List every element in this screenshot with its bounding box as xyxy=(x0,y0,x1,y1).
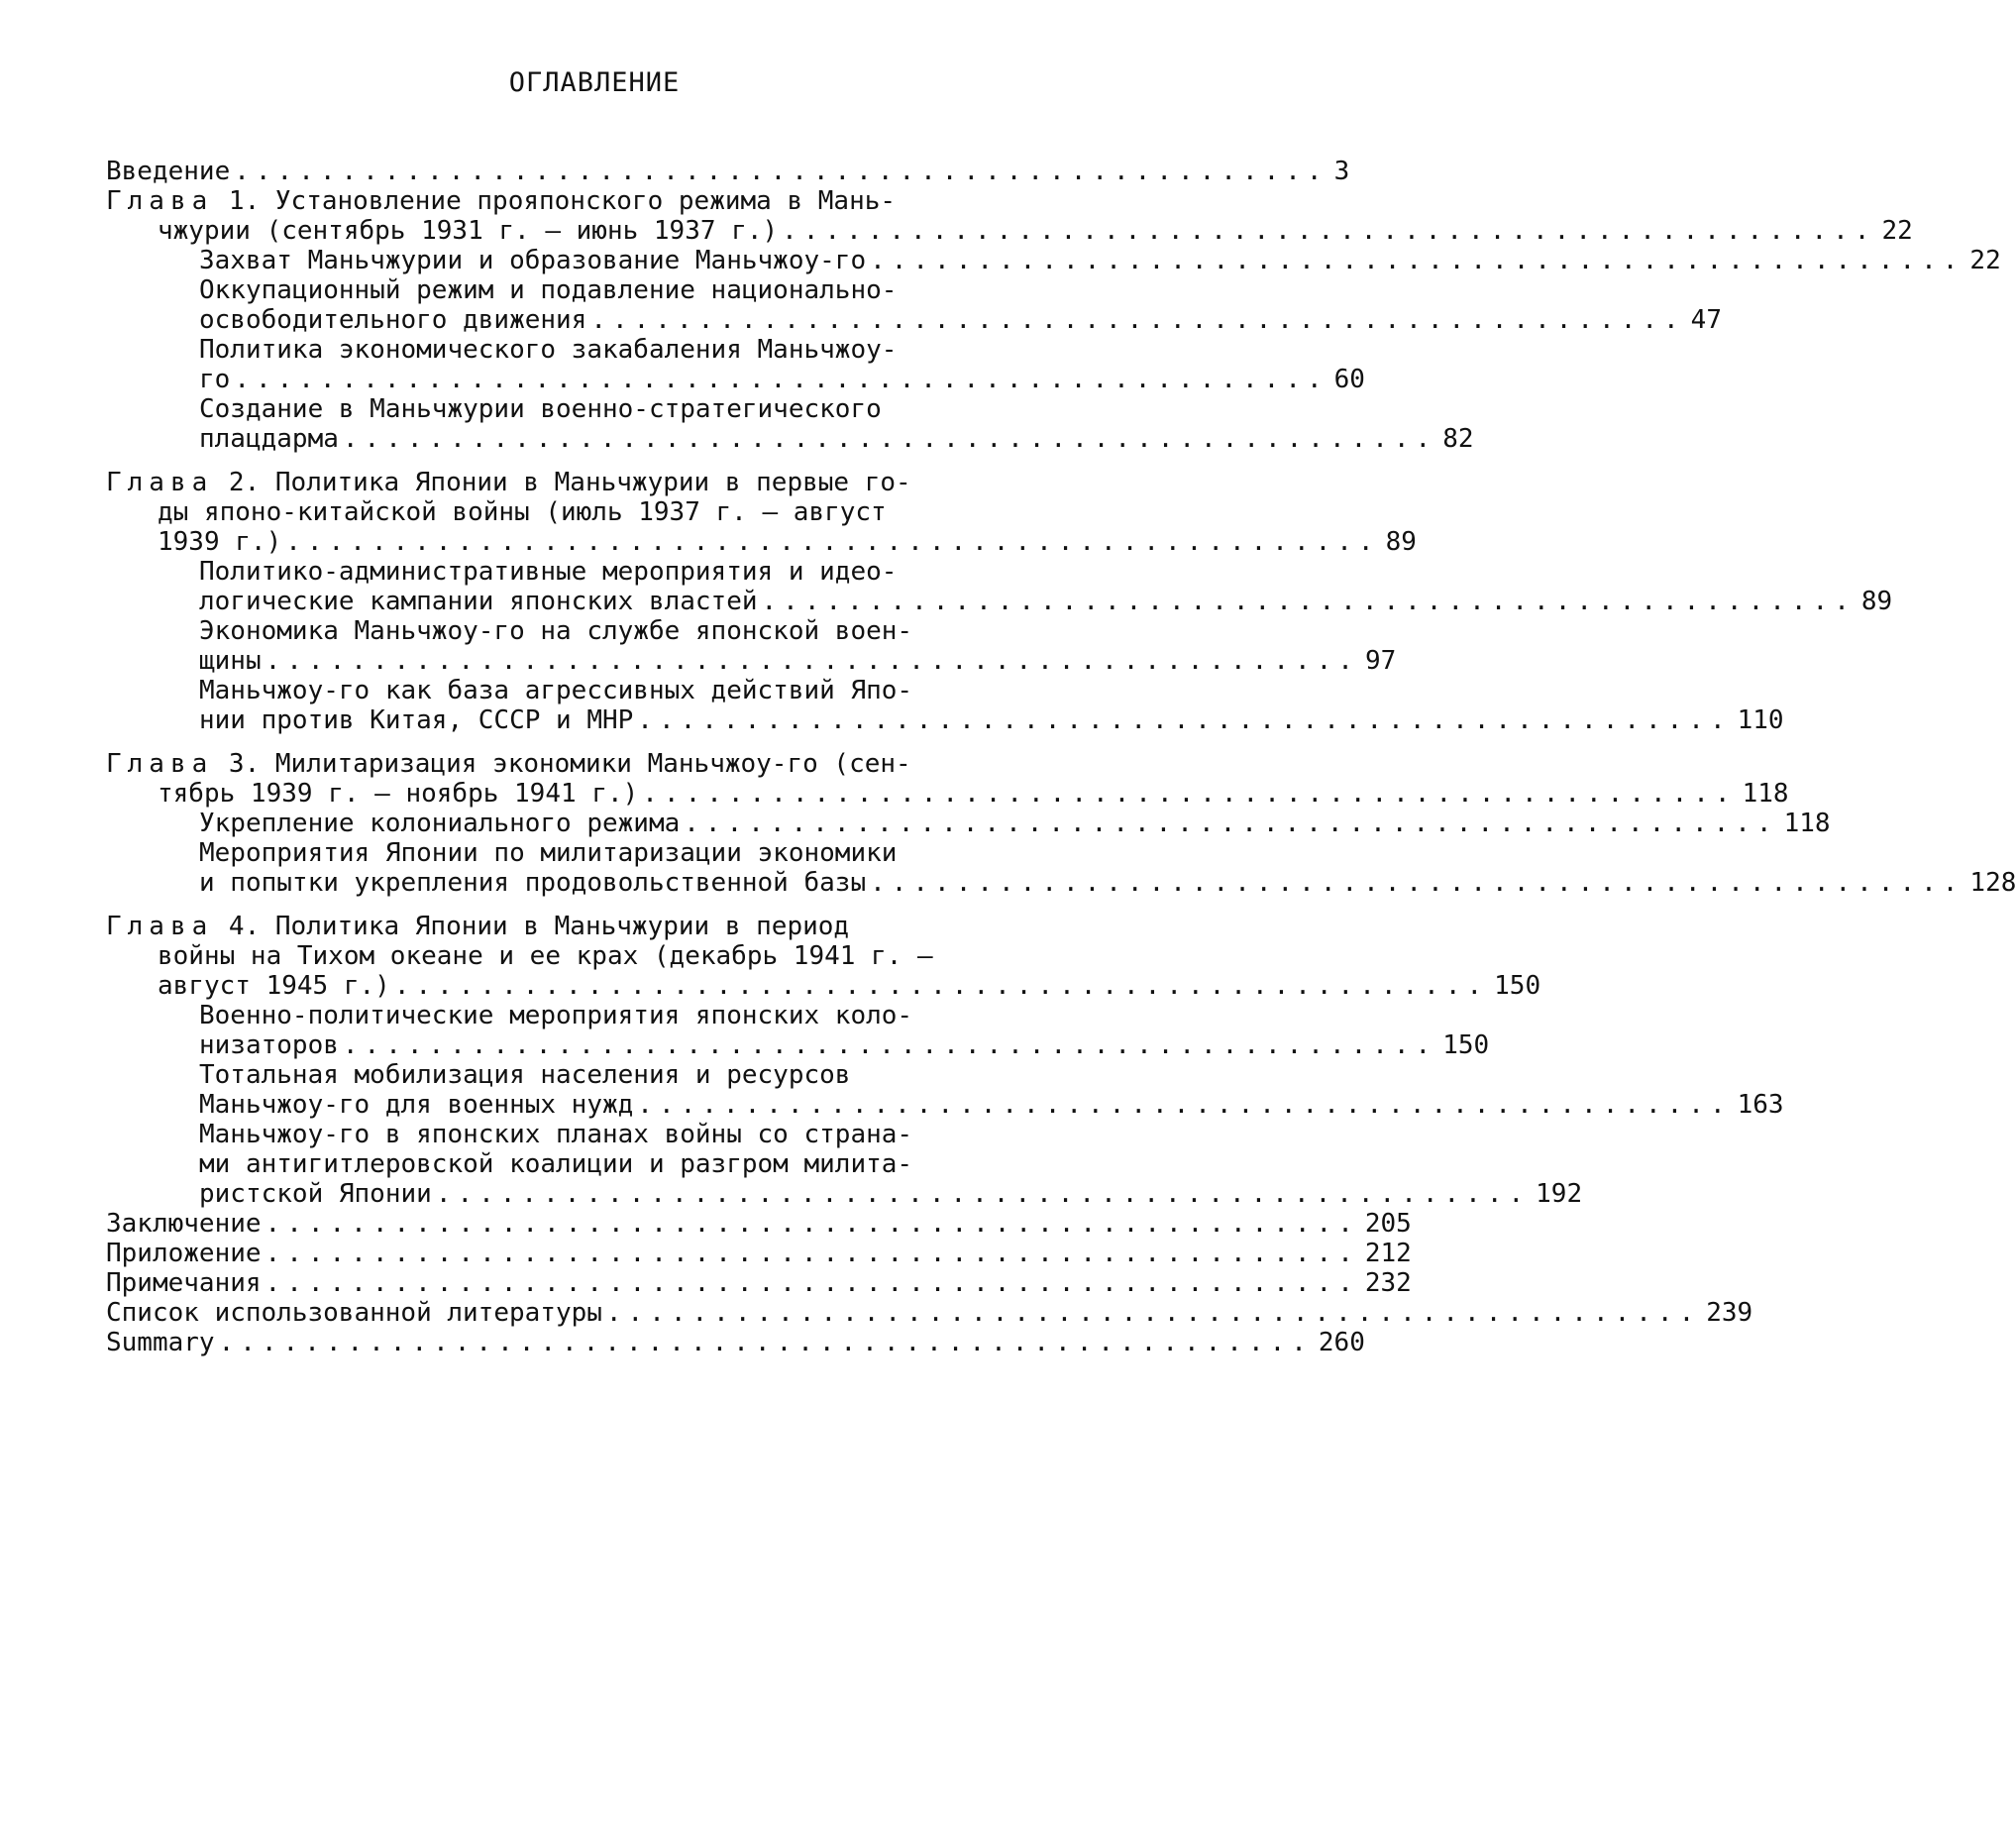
chapter-spacer xyxy=(106,454,1072,468)
toc-entry-1-2-end[interactable] xyxy=(106,305,1722,335)
toc-entry-4-3[interactable] xyxy=(106,1120,1072,1149)
page-title: ОГЛАВЛЕНИЕ xyxy=(508,67,681,98)
chapter-2-heading[interactable] xyxy=(106,468,1072,497)
toc-entry-2-2[interactable] xyxy=(106,616,1072,646)
page-number: 89 xyxy=(1860,587,1893,616)
entry-label: Введение xyxy=(106,157,231,186)
entry-label: нии против Китая, СССР и МНР xyxy=(199,705,634,735)
toc-entry-1-1[interactable] xyxy=(106,246,2001,275)
chapter-title-line: август 1945 г.) xyxy=(158,971,390,1001)
toc-entry-2-3[interactable] xyxy=(106,676,1072,705)
leader-dots: ................................................... xyxy=(642,779,1737,809)
chapter-title-line: тябрь 1939 г. — ноябрь 1941 г.) xyxy=(158,779,639,809)
chapter-title-line: чжурии (сентябрь 1931 г. — июнь 1937 г.) xyxy=(158,216,779,246)
entry-label: Политико-административные мероприятия и идео- xyxy=(199,557,898,587)
toc-entry-4-2[interactable] xyxy=(106,1060,1072,1090)
leader-dots: ................................................... xyxy=(870,868,1964,898)
chapter-1-heading[interactable] xyxy=(106,186,1072,216)
page-number: 239 xyxy=(1706,1298,1753,1328)
toc-entry-appendix[interactable] xyxy=(106,1239,1412,1268)
toc-entry-4-1[interactable] xyxy=(106,1001,1072,1030)
page-number: 47 xyxy=(1690,305,1722,335)
entry-label: го xyxy=(199,365,231,394)
entry-label: низаторов xyxy=(199,1030,339,1060)
page-number: 163 xyxy=(1737,1090,1784,1120)
toc-entry-2-1[interactable] xyxy=(106,557,1072,587)
chapter-title-line: войны на Тихом океане и ее крах (декабрь 1941 г. — xyxy=(158,941,933,971)
leader-dots: ................................................... xyxy=(761,587,1856,616)
entry-label: Примечания xyxy=(106,1268,262,1298)
chapter-label: Глава xyxy=(106,749,214,779)
chapter-1-heading-end[interactable] xyxy=(106,216,1913,246)
entry-label: Политика экономического закабаления Маньчжоу- xyxy=(199,335,898,365)
toc-entry-1-3[interactable] xyxy=(106,335,1072,365)
chapter-4-heading-end[interactable] xyxy=(106,971,1541,1001)
entry-label: Военно-политические мероприятия японских коло- xyxy=(199,1001,913,1030)
page-number: 89 xyxy=(1385,527,1417,557)
entry-label: Экономика Маньчжоу-го на службе японской воен- xyxy=(199,616,913,646)
toc-entry-4-2-end[interactable] xyxy=(106,1090,1784,1120)
chapter-title-line: 4. Политика Японии в Маньчжурии в период xyxy=(213,912,850,941)
toc-entry-4-3-cont[interactable] xyxy=(106,1149,1072,1179)
chapter-label: Глава xyxy=(106,186,214,216)
toc-entry-4-1-end[interactable] xyxy=(106,1030,1490,1060)
page-number: 192 xyxy=(1536,1179,1583,1209)
page-number: 150 xyxy=(1442,1030,1490,1060)
chapter-title-line: 1939 г.) xyxy=(158,527,282,557)
toc-entry-intro[interactable] xyxy=(106,157,1350,186)
chapter-title-line: ды японо-китайской войны (июль 1937 г. — август xyxy=(158,497,887,527)
chapter-2-heading-cont[interactable] xyxy=(106,497,1072,527)
entry-label: Список использованной литературы xyxy=(106,1298,602,1328)
page-number: 82 xyxy=(1442,424,1474,454)
toc-entry-conclusion[interactable] xyxy=(106,1209,1412,1239)
toc-entry-3-2-end[interactable] xyxy=(106,868,2016,898)
leader-dots: ................................................... xyxy=(870,246,1964,275)
chapter-spacer xyxy=(106,735,1072,749)
chapter-2-heading-end[interactable] xyxy=(106,527,1417,557)
leader-dots: ................................................... xyxy=(590,305,1685,335)
toc-entry-1-4[interactable] xyxy=(106,394,1072,424)
leader-dots: ................................................... xyxy=(605,1298,1701,1328)
page-number: 60 xyxy=(1333,365,1365,394)
entry-label: Укрепление колониального режима xyxy=(199,809,681,838)
entry-label: Заключение xyxy=(106,1209,262,1239)
leader-dots: ................................................... xyxy=(782,216,1876,246)
chapter-title-line: 1. Установление прояпонского режима в Мань- xyxy=(213,186,897,216)
chapter-3-heading[interactable] xyxy=(106,749,1072,779)
chapter-label: Глава xyxy=(106,468,214,497)
leader-dots: ................................................... xyxy=(265,1239,1359,1268)
page-number: 110 xyxy=(1737,705,1784,735)
leader-dots: ................................................... xyxy=(285,527,1380,557)
leader-dots: ................................................... xyxy=(265,1209,1359,1239)
entry-label: Тотальная мобилизация населения и ресурсов xyxy=(199,1060,851,1090)
entry-label: Маньчжоу-го как база агрессивных действий Япо- xyxy=(199,676,913,705)
page-number: 232 xyxy=(1364,1268,1412,1298)
entry-label: Создание в Маньчжурии военно-стратегического xyxy=(199,394,882,424)
leader-dots: ................................................... xyxy=(342,1030,1437,1060)
toc-entry-3-2[interactable] xyxy=(106,838,1072,868)
toc-entry-3-1[interactable] xyxy=(106,809,1831,838)
page-number: 118 xyxy=(1742,779,1789,809)
chapter-spacer xyxy=(106,898,1072,912)
page-number: 118 xyxy=(1783,809,1831,838)
entry-label: Приложение xyxy=(106,1239,262,1268)
entry-label: ми антигитлеровской коалиции и разгром милита- xyxy=(199,1149,913,1179)
page-number: 150 xyxy=(1494,971,1541,1001)
leader-dots: ................................................... xyxy=(265,1268,1359,1298)
toc-entry-2-2-end[interactable] xyxy=(106,646,1397,676)
toc-entry-summary[interactable] xyxy=(106,1328,1365,1357)
entry-label: щины xyxy=(199,646,262,676)
chapter-title-line: 2. Политика Японии в Маньчжурии в первые го- xyxy=(213,468,911,497)
toc-entry-bibliography[interactable] xyxy=(106,1298,1753,1328)
chapter-4-heading-cont[interactable] xyxy=(106,941,1072,971)
toc-entry-2-1-end[interactable] xyxy=(106,587,1893,616)
entry-label: логические кампании японских властей xyxy=(199,587,758,616)
entry-label: Summary xyxy=(106,1328,215,1357)
chapter-label: Глава xyxy=(106,912,214,941)
toc-entry-notes[interactable] xyxy=(106,1268,1412,1298)
chapter-title-line: 3. Милитаризация экономики Маньчжоу-го (сен- xyxy=(213,749,911,779)
entry-label: ристской Японии xyxy=(199,1179,432,1209)
page-number: 3 xyxy=(1333,157,1350,186)
page-number: 22 xyxy=(1969,246,2001,275)
page-number: 97 xyxy=(1364,646,1397,676)
entry-label: освободительного движения xyxy=(199,305,587,335)
leader-dots: ................................................... xyxy=(435,1179,1531,1209)
entry-label: Маньчжоу-го в японских планах войны со страна- xyxy=(199,1120,913,1149)
toc-entry-2-3-end[interactable] xyxy=(106,705,1784,735)
entry-label: Оккупационный режим и подавление национально- xyxy=(199,275,898,305)
entry-label: Захват Маньчжурии и образование Маньчжоу-го xyxy=(199,246,867,275)
leader-dots: ................................................... xyxy=(234,365,1328,394)
entry-label: и попытки укрепления продовольственной базы xyxy=(199,868,867,898)
page-number: 212 xyxy=(1364,1239,1412,1268)
leader-dots: ................................................... xyxy=(684,809,1778,838)
chapter-3-heading-end[interactable] xyxy=(106,779,1789,809)
page-number: 260 xyxy=(1318,1328,1365,1357)
leader-dots: ................................................... xyxy=(637,1090,1732,1120)
chapter-4-heading[interactable] xyxy=(106,912,1072,941)
page-number: 22 xyxy=(1881,216,1913,246)
entry-label: Маньчжоу-го для военных нужд xyxy=(199,1090,634,1120)
page-number: 128 xyxy=(1969,868,2016,898)
toc-entry-1-2[interactable] xyxy=(106,275,1072,305)
page-number: 205 xyxy=(1364,1209,1412,1239)
leader-dots: ................................................... xyxy=(265,646,1359,676)
toc-entry-1-4-end[interactable] xyxy=(106,424,1474,454)
entry-label: Мероприятия Японии по милитаризации экономики xyxy=(199,838,898,868)
leader-dots: ................................................... xyxy=(234,157,1328,186)
leader-dots: ................................................... xyxy=(637,705,1732,735)
toc-entry-4-3-end[interactable] xyxy=(106,1179,1583,1209)
leader-dots: ................................................... xyxy=(393,971,1489,1001)
toc-entry-1-3-end[interactable] xyxy=(106,365,1365,394)
leader-dots: ................................................... xyxy=(342,424,1437,454)
entry-label: плацдарма xyxy=(199,424,339,454)
table-of-contents xyxy=(106,157,2016,1357)
leader-dots: ................................................... xyxy=(218,1328,1313,1357)
